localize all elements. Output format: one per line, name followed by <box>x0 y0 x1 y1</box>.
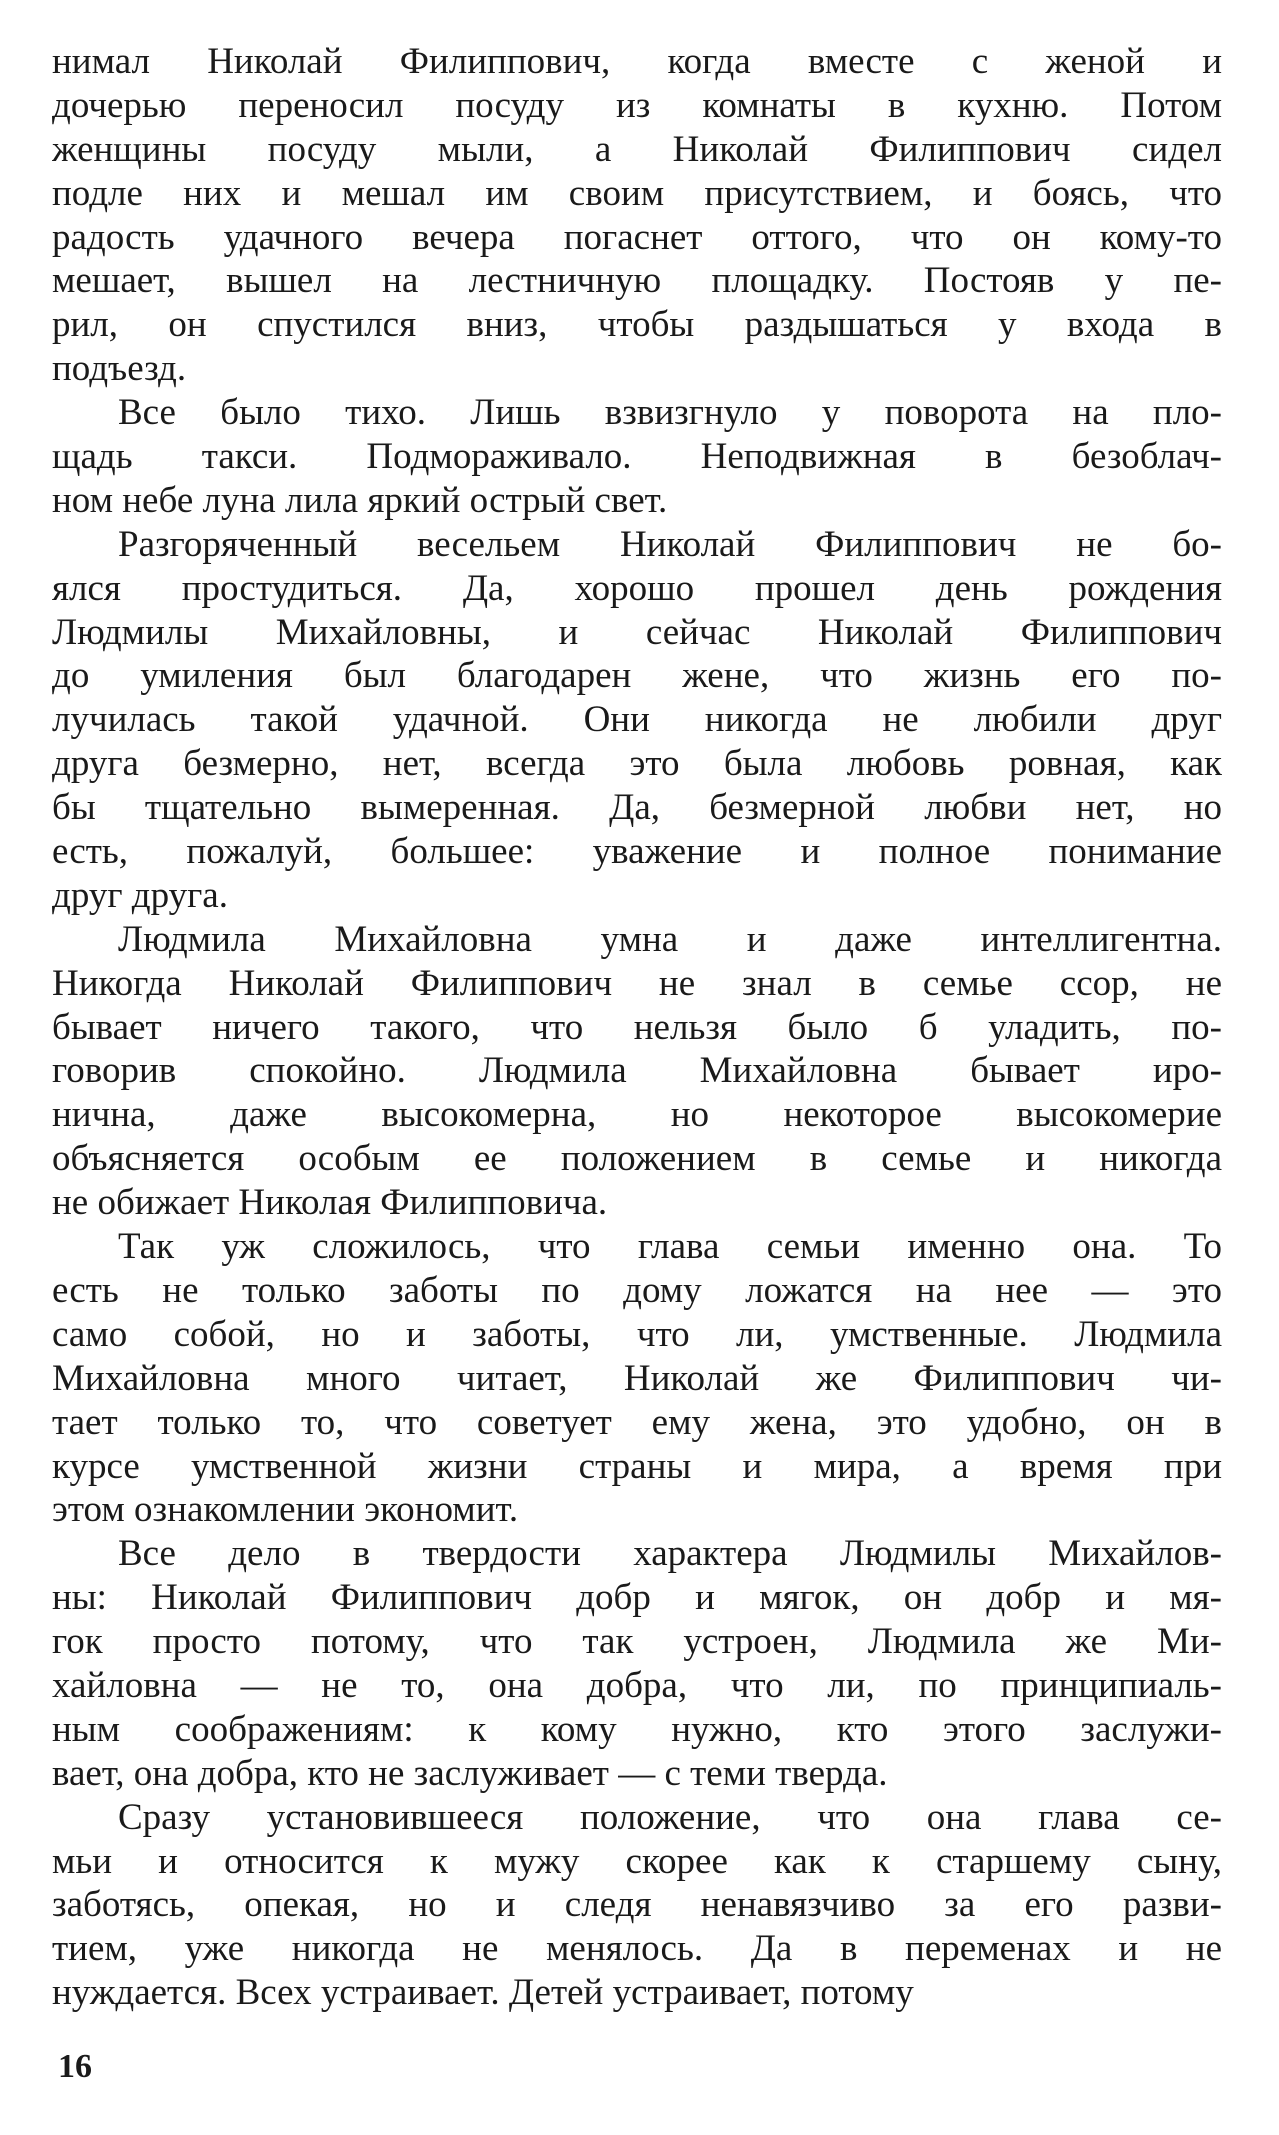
body-text <box>52 40 1222 2015</box>
text-line: женщины посуду мыли, а Николай Филиппович сидел <box>52 128 1222 170</box>
page-number: 16 <box>58 2048 92 2085</box>
paragraph <box>52 1225 1222 1532</box>
paragraph <box>52 1796 1222 2015</box>
text-line: тием, уже никогда не менялось. Да в переменах и не <box>52 1928 1222 1970</box>
text-line: не обижает Николая Филипповича. <box>52 1182 608 1224</box>
text-line: Все было тихо. Лишь взвизгнуло у поворота на пло- <box>118 392 1222 434</box>
text-line: тает только то, что советует ему жена, это удобно, он в <box>52 1401 1222 1443</box>
text-line: ном небе луна лила яркий острый свет. <box>52 479 668 521</box>
text-line: подле них и мешал им своим присутствием, и боясь, что <box>52 172 1222 214</box>
text-line: дочерью переносил посуду из комнаты в кухню. Потом <box>52 84 1222 126</box>
text-line: мешает, вышел на лестничную площадку. Постояв у пе- <box>52 260 1222 302</box>
text-line: бывает ничего такого, что нельзя было б уладить, по- <box>52 1006 1222 1048</box>
paragraph <box>52 523 1222 918</box>
text-line: Сразу установившееся положение, что она глава се- <box>118 1796 1222 1838</box>
paragraph <box>52 391 1222 523</box>
paragraph <box>52 1532 1222 1795</box>
text-line: само собой, но и заботы, что ли, умственные. Людмила <box>52 1313 1222 1355</box>
text-line: Разгоряченный весельем Николай Филиппович не бо- <box>118 523 1222 565</box>
text-line: говорив спокойно. Людмила Михайловна бывает иро- <box>52 1050 1222 1092</box>
text-line: Все дело в твердости характера Людмилы Михайлов- <box>118 1533 1222 1575</box>
text-line: радость удачного вечера погаснет оттого, что он кому-то <box>52 216 1222 258</box>
text-line: есть не только заботы по дому ложатся на нее — это <box>52 1269 1222 1311</box>
text-line: Людмила Михайловна умна и даже интеллигентна. <box>118 918 1222 960</box>
text-line: Людмилы Михайловны, и сейчас Николай Филиппович <box>52 611 1222 653</box>
text-line: есть, пожалуй, большее: уважение и полное понимание <box>52 831 1222 873</box>
text-line: объясняется особым ее положением в семье и никогда <box>52 1138 1222 1180</box>
text-line: друга безмерно, нет, всегда это была любовь ровная, как <box>52 743 1222 785</box>
text-line: Никогда Николай Филиппович не знал в семье ссор, не <box>52 962 1222 1004</box>
text-line: нична, даже высокомерна, но некоторое высокомерие <box>52 1094 1222 1136</box>
text-line: рил, он спустился вниз, чтобы раздышаться у входа в <box>52 304 1222 346</box>
text-line: лучилась такой удачной. Они никогда не любили друг <box>52 699 1222 741</box>
text-line: этом ознакомлении экономит. <box>52 1489 519 1531</box>
text-line: ялся простудиться. Да, хорошо прошел день рождения <box>52 567 1222 609</box>
paragraph <box>52 918 1222 1225</box>
text-line: хайловна — не то, она добра, что ли, по принципиаль- <box>52 1664 1222 1706</box>
text-line: нуждается. Всех устраивает. Детей устраивает, потому <box>52 1972 914 2014</box>
text-line: ным соображениям: к кому нужно, кто этого заслужи- <box>52 1708 1222 1750</box>
text-line: курсе умственной жизни страны и мира, а время при <box>52 1445 1222 1487</box>
text-line: заботясь, опекая, но и следя ненавязчиво за его разви- <box>52 1884 1222 1926</box>
text-line: подъезд. <box>52 348 187 390</box>
text-line: нимал Николай Филиппович, когда вместе с женой и <box>52 41 1222 82</box>
text-line: до умиления был благодарен жене, что жизнь его по- <box>52 655 1222 697</box>
text-line: мьи и относится к мужу скорее как к старшему сыну, <box>52 1840 1222 1882</box>
text-line: бы тщательно вымеренная. Да, безмерной любви нет, но <box>52 787 1222 829</box>
text-line: щадь такси. Подмораживало. Неподвижная в безоблач- <box>52 436 1222 478</box>
text-line: вает, она добра, кто не заслуживает — с теми тверда. <box>52 1752 888 1794</box>
text-line: Михайловна много читает, Николай же Филиппович чи- <box>52 1357 1222 1399</box>
text-line: гок просто потому, что так устроен, Людмила же Ми- <box>52 1621 1222 1663</box>
text-line: Так уж сложилось, что глава семьи именно она. То <box>118 1226 1222 1268</box>
text-line: друг друга. <box>52 874 228 916</box>
paragraph <box>52 40 1222 391</box>
text-line: ны: Николай Филиппович добр и мягок, он добр и мя- <box>52 1577 1222 1619</box>
